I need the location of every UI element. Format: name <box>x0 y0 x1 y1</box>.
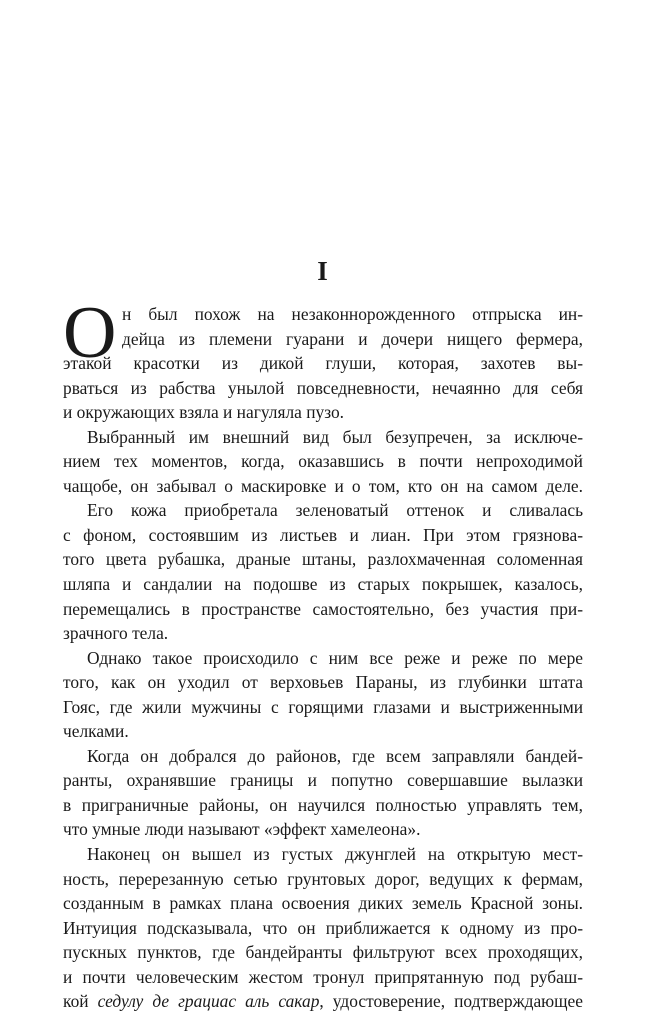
paragraph <box>63 646 583 744</box>
paragraph <box>63 744 583 842</box>
paragraph <box>63 302 583 425</box>
text-line: ранты, охранявшие границы и попутно совершавшие вылазки <box>63 770 583 791</box>
text-line: того, как он уходил от верховьев Параны, из глубинки штата <box>63 672 583 693</box>
text-line: зрачного тела. <box>63 623 169 644</box>
text-line: с фоном, состоявшим из листьев и лиан. При этом грязнова- <box>63 524 583 545</box>
text-line: созданным в рамках плана освоения диких земель Красной зоны. <box>63 893 583 914</box>
text-line: этакой красотки из дикой глуши, которая, захотев вы- <box>63 353 583 374</box>
text-run: кой <box>63 991 98 1012</box>
italic-term: седулу де грациас аль сакар <box>97 991 320 1012</box>
text-line: пускных пунктов, где бандейранты фильтруют всех проходящих, <box>63 942 583 963</box>
text-run: , удостоверение, подтверждающее <box>319 991 583 1012</box>
text-line: в приграничные районы, он научился полностью управлять тем, <box>63 794 583 815</box>
chapter-number: I <box>317 256 328 286</box>
text-line: Однако такое происходило с ним все реже и реже по мере <box>87 647 583 668</box>
text-line: Когда он добрался до районов, где всем заправляли бандей- <box>87 745 583 766</box>
text-line: и окружающих взяла и нагуляла пузо. <box>63 402 345 423</box>
text-line: н был похож на незаконнорожденного отпрыска ин- <box>122 304 583 324</box>
text-line: того цвета рубашка, драные штаны, разлохмаченная соломенная <box>63 549 583 570</box>
paragraph <box>63 498 583 645</box>
text-line: перемещались в пространстве самостоятельно, без участия при- <box>63 598 583 619</box>
text-line: Наконец он вышел из густых джунглей на открытую мест- <box>87 844 583 865</box>
text-line: дейца из племени гуарани и дочери нищего фермера, <box>122 328 583 349</box>
text-line: Его кожа приобретала зеленоватый оттенок и сливалась <box>87 500 583 521</box>
text-line: Выбранный им внешний вид был безупречен, за исключе- <box>87 426 583 447</box>
text-line: Интуиция подсказывала, что он приближается к одному из про- <box>63 917 583 938</box>
text-line: рваться из рабства унылой повседневности, нечаянно для себя <box>63 377 583 398</box>
text-line: Гояс, где жили мужчины с горящими глазами и выстриженными <box>63 696 583 717</box>
text-line-mixed <box>63 989 583 1014</box>
body-text <box>63 292 583 1014</box>
drop-cap: О <box>63 292 117 374</box>
text-line: чащобе, он забывал о маскировке и о том, кто он на самом деле. <box>63 475 583 496</box>
text-line: челками. <box>63 721 129 742</box>
text-line: шляпа и сандалии на подошве из старых покрышек, казалось, <box>63 574 583 595</box>
paragraph <box>63 425 583 499</box>
text-line: что умные люди называют «эффект хамелеона». <box>63 819 421 840</box>
paragraph <box>63 842 583 1014</box>
text-line: и почти человеческим жестом тронул припрятанную под рубаш- <box>63 966 583 987</box>
text-line: нием тех моментов, когда, оказавшись в почти непроходимой <box>63 451 583 472</box>
text-line: ность, перерезанную сетью грунтовых дорог, ведущих к фермам, <box>63 868 583 889</box>
